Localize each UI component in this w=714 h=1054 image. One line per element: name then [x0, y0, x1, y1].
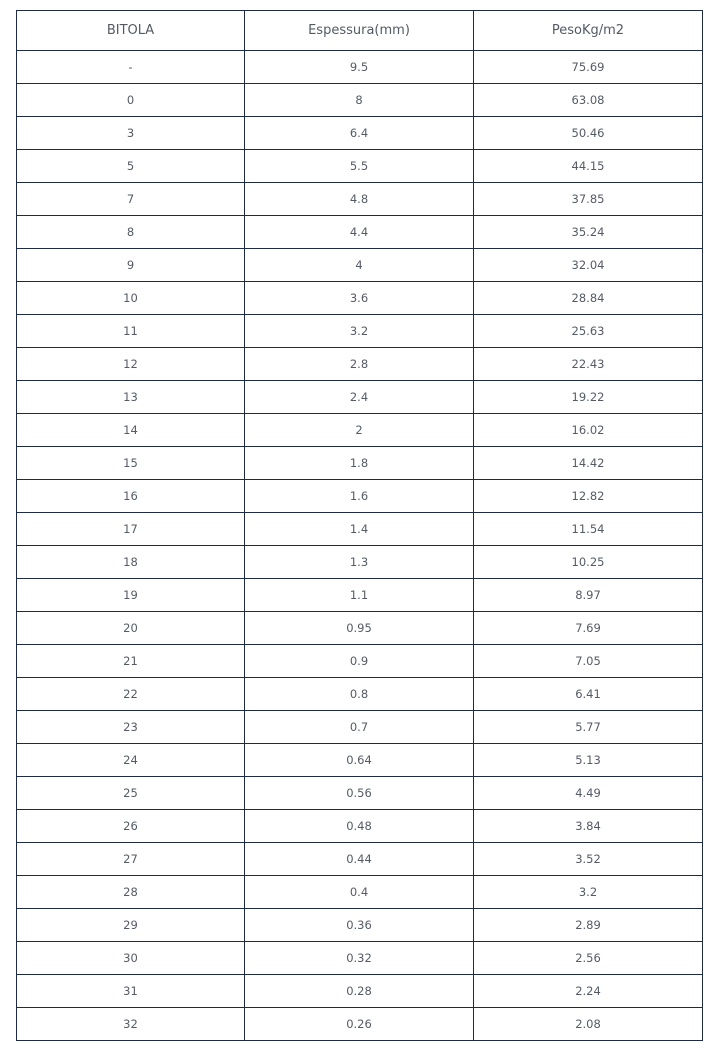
- cell-espessura: 2: [245, 414, 474, 447]
- table-row: [17, 579, 703, 612]
- table-body: [17, 51, 703, 1041]
- cell-bitola: 8: [17, 216, 245, 249]
- table-row: [17, 975, 703, 1008]
- cell-espessura: 2.4: [245, 381, 474, 414]
- table-row: [17, 876, 703, 909]
- header-row: [17, 11, 703, 51]
- cell-espessura: 0.95: [245, 612, 474, 645]
- cell-peso: 44.15: [474, 150, 703, 183]
- cell-bitola: 12: [17, 348, 245, 381]
- table-row: [17, 711, 703, 744]
- cell-peso: 5.13: [474, 744, 703, 777]
- cell-bitola: 3: [17, 117, 245, 150]
- cell-bitola: 18: [17, 546, 245, 579]
- cell-peso: 3.2: [474, 876, 703, 909]
- cell-espessura: 4.4: [245, 216, 474, 249]
- cell-espessura: 0.48: [245, 810, 474, 843]
- cell-peso: 10.25: [474, 546, 703, 579]
- gauge-table-container: [16, 10, 702, 1041]
- header-espessura: Espessura(mm): [245, 11, 474, 51]
- cell-bitola: 32: [17, 1008, 245, 1041]
- cell-espessura: 0.28: [245, 975, 474, 1008]
- cell-espessura: 0.7: [245, 711, 474, 744]
- cell-peso: 25.63: [474, 315, 703, 348]
- cell-espessura: 0.8: [245, 678, 474, 711]
- cell-bitola: 27: [17, 843, 245, 876]
- table-row: [17, 645, 703, 678]
- cell-peso: 2.08: [474, 1008, 703, 1041]
- cell-bitola: 23: [17, 711, 245, 744]
- table-row: [17, 678, 703, 711]
- table-row: [17, 843, 703, 876]
- cell-peso: 14.42: [474, 447, 703, 480]
- cell-espessura: 0.44: [245, 843, 474, 876]
- cell-peso: 4.49: [474, 777, 703, 810]
- cell-peso: 6.41: [474, 678, 703, 711]
- cell-peso: 2.56: [474, 942, 703, 975]
- cell-peso: 22.43: [474, 348, 703, 381]
- cell-espessura: 0.4: [245, 876, 474, 909]
- cell-bitola: 15: [17, 447, 245, 480]
- cell-espessura: 5.5: [245, 150, 474, 183]
- cell-bitola: 14: [17, 414, 245, 447]
- table-row: [17, 84, 703, 117]
- cell-espessura: 3.2: [245, 315, 474, 348]
- table-row: [17, 447, 703, 480]
- cell-peso: 7.05: [474, 645, 703, 678]
- cell-peso: 75.69: [474, 51, 703, 84]
- cell-bitola: 31: [17, 975, 245, 1008]
- cell-peso: 19.22: [474, 381, 703, 414]
- cell-bitola: 28: [17, 876, 245, 909]
- gauge-table: [16, 10, 703, 1041]
- cell-espessura: 1.1: [245, 579, 474, 612]
- cell-espessura: 1.8: [245, 447, 474, 480]
- cell-bitola: 17: [17, 513, 245, 546]
- table-row: [17, 513, 703, 546]
- cell-peso: 7.69: [474, 612, 703, 645]
- table-row: [17, 1008, 703, 1041]
- cell-bitola: 0: [17, 84, 245, 117]
- cell-espessura: 0.26: [245, 1008, 474, 1041]
- table-row: [17, 249, 703, 282]
- cell-peso: 11.54: [474, 513, 703, 546]
- cell-espessura: 2.8: [245, 348, 474, 381]
- cell-bitola: -: [17, 51, 245, 84]
- cell-peso: 37.85: [474, 183, 703, 216]
- cell-espessura: 6.4: [245, 117, 474, 150]
- cell-bitola: 21: [17, 645, 245, 678]
- cell-espessura: 4: [245, 249, 474, 282]
- table-row: [17, 117, 703, 150]
- cell-peso: 12.82: [474, 480, 703, 513]
- cell-espessura: 0.56: [245, 777, 474, 810]
- cell-espessura: 0.32: [245, 942, 474, 975]
- cell-espessura: 8: [245, 84, 474, 117]
- cell-bitola: 30: [17, 942, 245, 975]
- cell-peso: 35.24: [474, 216, 703, 249]
- cell-bitola: 22: [17, 678, 245, 711]
- table-header: [17, 11, 703, 51]
- cell-bitola: 19: [17, 579, 245, 612]
- cell-bitola: 5: [17, 150, 245, 183]
- cell-espessura: 4.8: [245, 183, 474, 216]
- table-row: [17, 909, 703, 942]
- cell-bitola: 7: [17, 183, 245, 216]
- cell-peso: 5.77: [474, 711, 703, 744]
- cell-bitola: 25: [17, 777, 245, 810]
- table-row: [17, 777, 703, 810]
- table-row: [17, 150, 703, 183]
- table-row: [17, 315, 703, 348]
- cell-bitola: 24: [17, 744, 245, 777]
- table-row: [17, 183, 703, 216]
- cell-bitola: 13: [17, 381, 245, 414]
- cell-peso: 3.52: [474, 843, 703, 876]
- cell-espessura: 3.6: [245, 282, 474, 315]
- cell-peso: 3.84: [474, 810, 703, 843]
- table-row: [17, 744, 703, 777]
- cell-espessura: 9.5: [245, 51, 474, 84]
- cell-espessura: 0.36: [245, 909, 474, 942]
- table-row: [17, 282, 703, 315]
- cell-bitola: 16: [17, 480, 245, 513]
- cell-peso: 8.97: [474, 579, 703, 612]
- cell-bitola: 26: [17, 810, 245, 843]
- header-peso: PesoKg/m2: [474, 11, 703, 51]
- cell-bitola: 11: [17, 315, 245, 348]
- cell-espessura: 1.6: [245, 480, 474, 513]
- table-row: [17, 810, 703, 843]
- cell-peso: 32.04: [474, 249, 703, 282]
- cell-peso: 50.46: [474, 117, 703, 150]
- cell-bitola: 9: [17, 249, 245, 282]
- table-row: [17, 381, 703, 414]
- cell-bitola: 10: [17, 282, 245, 315]
- table-row: [17, 414, 703, 447]
- cell-peso: 28.84: [474, 282, 703, 315]
- table-row: [17, 51, 703, 84]
- header-bitola: BITOLA: [17, 11, 245, 51]
- cell-peso: 16.02: [474, 414, 703, 447]
- table-row: [17, 216, 703, 249]
- cell-bitola: 20: [17, 612, 245, 645]
- cell-bitola: 29: [17, 909, 245, 942]
- table-row: [17, 348, 703, 381]
- table-row: [17, 942, 703, 975]
- cell-espessura: 0.64: [245, 744, 474, 777]
- cell-espessura: 1.4: [245, 513, 474, 546]
- cell-peso: 63.08: [474, 84, 703, 117]
- cell-espessura: 0.9: [245, 645, 474, 678]
- table-row: [17, 546, 703, 579]
- table-row: [17, 480, 703, 513]
- cell-peso: 2.89: [474, 909, 703, 942]
- table-row: [17, 612, 703, 645]
- cell-peso: 2.24: [474, 975, 703, 1008]
- cell-espessura: 1.3: [245, 546, 474, 579]
